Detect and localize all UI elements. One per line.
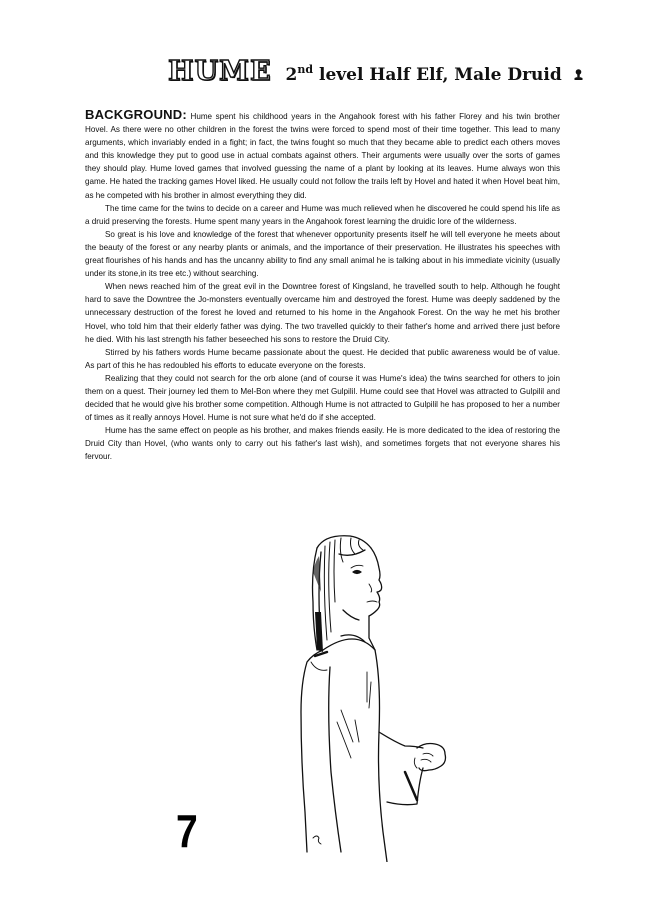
character-class-line	[286, 63, 562, 85]
background-section	[85, 108, 560, 464]
background-paragraph: When news reached him of the great evil in the Downtree forest of Kingsland, he travelled south to help. Although he fought hard to save the Downtree the Jo-monsters eventually overcame him and destroyed the forest. Hume was deeply saddened by the unnecessary destruction of the forest he loved and returned to his home in the Angahook Forest. On the way he met his brother Hovel, who told him that their elderly father was dying. The two travelled quickly to their father's home and arrived there just before he died. With his last strength his father beseeched his sons to restore the Druid City.	[85, 282, 560, 344]
page-number: 7	[176, 805, 198, 857]
background-paragraph: So great is his love and knowledge of the forest that whenever opportunity presents itself he will tell everyone he meets about the beauty of the forest or any nearby plants or animals, and the importance of their preservation. He illustrates his speeches with great flourishes of his hands and has the uncanny ability to find any small animal he is talking about in his immediate vicinity (usually under its stone,in its tree etc.) without searching.	[85, 229, 560, 279]
character-level: 2	[285, 65, 298, 85]
background-paragraph: Stirred by his fathers words Hume became passionate about the quest. He decided that public awareness would be of value. As part of this he has redoubled his efforts to educate everyone on the forests.	[85, 347, 560, 370]
level-suffix: nd	[297, 63, 314, 76]
page-title	[168, 56, 568, 92]
background-heading: BACKGROUND:	[85, 107, 187, 122]
character-name: HUME	[168, 56, 272, 87]
background-paragraph: BACKGROUND: Hume spent his childhood years in the Angahook forest with his father Florey and his twin brother Hovel. As there were no other children in the forest the twins were forced to spend most of their time together. This lead to many arguments, which invariably ended in a fight; in fact, the twins fought so much that they became able to predict each others moves and this knowledge they put to good use in actual combats against others. Their arguments were usually over the sorts of games they should play. Hume loved games that involved guessing the name of a plant by looking at its leaves. Hume always won this game. He hated the tracking games Hovel liked. He usually could not follow the trails left by Hovel and hated it when Hovel beat him, as he competed with his brother in almost everything they did.	[85, 107, 560, 200]
fleuron-icon	[574, 66, 583, 78]
background-paragraph: The time came for the twins to decide on a career and Hume was much relieved when he discovered he could spend his life as a druid preserving the forests. Hume spent many years in the Angahook forest learning the druidic lore of the wilderness.	[85, 203, 560, 226]
background-paragraph: Realizing that they could not search for the orb alone (and of course it was Hume's idea) the twins searched for others to join them on a quest. Their journey led them to Mel-Bon where they met Gulpilil. Hume could see that Hovel was attracted to Gulpilil and decided that he would give his brother some competition. Although Hume is not attracted to Gulpilil he has proposed to her a number of times as it really annoys Hovel. Hume is not sure what he'd do if she accepted.	[85, 373, 560, 423]
character-illustration	[255, 532, 465, 862]
character-description: level Half Elf, Male Druid	[319, 65, 562, 85]
background-paragraph: Hume has the same effect on people as his brother, and makes friends easily. He is more dedicated to the idea of restoring the Druid City than Hovel, (who wants only to carry out his father's last wish), and sometimes forgets that not everyone shares his fervour.	[85, 426, 560, 462]
